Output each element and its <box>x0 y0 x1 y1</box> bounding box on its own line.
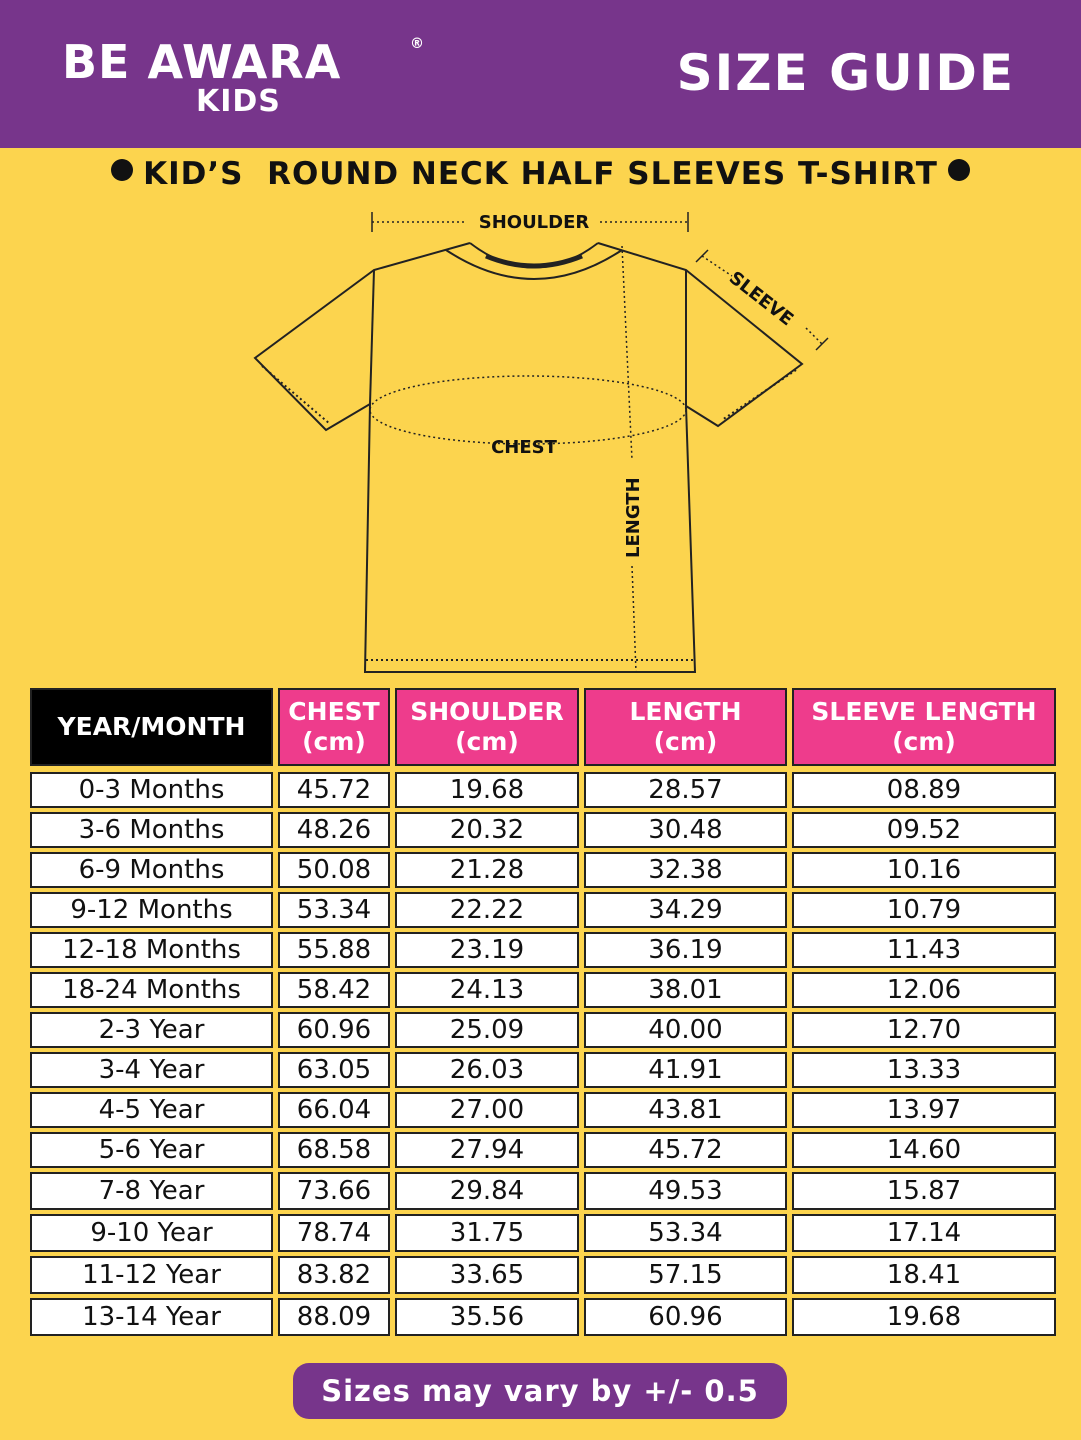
age-cell: 6-9 Months <box>30 852 273 888</box>
age-cell: 0-3 Months <box>30 772 273 808</box>
chest-cell: 78.74 <box>278 1214 390 1252</box>
chest-cell: 73.66 <box>278 1172 390 1210</box>
sleeve-length-cell: 13.97 <box>792 1092 1056 1128</box>
shoulder-cell: 27.94 <box>395 1132 579 1168</box>
length-cell: 41.91 <box>584 1052 787 1088</box>
age-cell: 5-6 Year <box>30 1132 273 1168</box>
length-cell: 45.72 <box>584 1132 787 1168</box>
chest-cell: 83.82 <box>278 1256 390 1294</box>
length-cell: 34.29 <box>584 892 787 928</box>
age-cell: 11-12 Year <box>30 1256 273 1294</box>
chest-cell: 55.88 <box>278 932 390 968</box>
table-row <box>30 972 1056 1008</box>
sleeve-length-cell: 10.79 <box>792 892 1056 928</box>
sleeve-length-cell: 14.60 <box>792 1132 1056 1168</box>
brand-sub: KIDS <box>196 84 281 119</box>
tshirt-diagram <box>0 200 1081 680</box>
shoulder-cell: 26.03 <box>395 1052 579 1088</box>
registered-mark: ® <box>410 36 424 52</box>
length-cell: 30.48 <box>584 812 787 848</box>
chest-cell: 50.08 <box>278 852 390 888</box>
sleeve-length-cell: 10.16 <box>792 852 1056 888</box>
measure-lines <box>370 212 828 672</box>
table-row <box>30 1256 1056 1294</box>
sleeve-length-cell: 15.87 <box>792 1172 1056 1210</box>
chest-cell: 63.05 <box>278 1052 390 1088</box>
shoulder-cell: 22.22 <box>395 892 579 928</box>
length-cell: 28.57 <box>584 772 787 808</box>
age-cell: 12-18 Months <box>30 932 273 968</box>
chest-cell: 88.09 <box>278 1298 390 1336</box>
table-row <box>30 1052 1056 1088</box>
table-row <box>30 1132 1056 1168</box>
shoulder-cell: 27.00 <box>395 1092 579 1128</box>
sleeve-label: SLEEVE <box>724 267 798 331</box>
age-cell: 18-24 Months <box>30 972 273 1008</box>
table-row <box>30 1012 1056 1048</box>
sleeve-length-cell: 17.14 <box>792 1214 1056 1252</box>
chest-cell: 60.96 <box>278 1012 390 1048</box>
length-cell: 36.19 <box>584 932 787 968</box>
shoulder-cell: 23.19 <box>395 932 579 968</box>
column-header-shoulder: SHOULDER (cm) <box>395 688 579 766</box>
shoulder-cell: 25.09 <box>395 1012 579 1048</box>
table-row <box>30 852 1056 888</box>
age-cell: 9-10 Year <box>30 1214 273 1252</box>
chest-cell: 53.34 <box>278 892 390 928</box>
length-cell: 40.00 <box>584 1012 787 1048</box>
column-header-length: LENGTH (cm) <box>584 688 787 766</box>
table-row <box>30 1092 1056 1128</box>
table-row <box>30 1172 1056 1210</box>
age-cell: 9-12 Months <box>30 892 273 928</box>
size-table <box>25 688 1061 1336</box>
shoulder-cell: 24.13 <box>395 972 579 1008</box>
table-row <box>30 1298 1056 1336</box>
chest-cell: 45.72 <box>278 772 390 808</box>
bullet-dot-left <box>111 159 133 181</box>
product-name: KID’S ROUND NECK HALF SLEEVES T-SHIRT <box>143 156 938 192</box>
age-cell: 3-6 Months <box>30 812 273 848</box>
length-cell: 32.38 <box>584 852 787 888</box>
table-row <box>30 812 1056 848</box>
age-cell: 3-4 Year <box>30 1052 273 1088</box>
column-header-sleeve-length: SLEEVE LENGTH (cm) <box>792 688 1056 766</box>
brand-logo: BE AWARA <box>62 35 342 89</box>
header-bar <box>0 0 1081 148</box>
chest-cell: 58.42 <box>278 972 390 1008</box>
age-cell: 7-8 Year <box>30 1172 273 1210</box>
shoulder-label: SHOULDER <box>478 212 590 233</box>
size-variance-note: Sizes may vary by +/- 0.5 <box>293 1363 787 1419</box>
sleeve-length-cell: 08.89 <box>792 772 1056 808</box>
shoulder-cell: 20.32 <box>395 812 579 848</box>
sleeve-length-cell: 11.43 <box>792 932 1056 968</box>
shoulder-cell: 31.75 <box>395 1214 579 1252</box>
table-row <box>30 772 1056 808</box>
bullet-dot-right <box>948 159 970 181</box>
age-cell: 4-5 Year <box>30 1092 273 1128</box>
column-header-chest: CHEST (cm) <box>278 688 390 766</box>
shoulder-cell: 19.68 <box>395 772 579 808</box>
sleeve-length-cell: 13.33 <box>792 1052 1056 1088</box>
length-label: LENGTH <box>623 477 644 558</box>
page-title: SIZE GUIDE <box>676 44 1015 102</box>
age-cell: 2-3 Year <box>30 1012 273 1048</box>
shoulder-cell: 29.84 <box>395 1172 579 1210</box>
sleeve-length-cell: 09.52 <box>792 812 1056 848</box>
sleeve-length-cell: 12.70 <box>792 1012 1056 1048</box>
table-header-row <box>30 688 1056 766</box>
length-cell: 60.96 <box>584 1298 787 1336</box>
shoulder-cell: 21.28 <box>395 852 579 888</box>
sleeve-length-cell: 19.68 <box>792 1298 1056 1336</box>
shoulder-cell: 35.56 <box>395 1298 579 1336</box>
table-row <box>30 932 1056 968</box>
chest-cell: 68.58 <box>278 1132 390 1168</box>
sleeve-length-cell: 18.41 <box>792 1256 1056 1294</box>
chest-cell: 48.26 <box>278 812 390 848</box>
sleeve-length-cell: 12.06 <box>792 972 1056 1008</box>
length-cell: 57.15 <box>584 1256 787 1294</box>
chest-label: CHEST <box>491 437 557 458</box>
table-row <box>30 892 1056 928</box>
table-body <box>30 766 1056 1336</box>
shoulder-cell: 33.65 <box>395 1256 579 1294</box>
table-row <box>30 1214 1056 1252</box>
length-cell: 49.53 <box>584 1172 787 1210</box>
length-cell: 38.01 <box>584 972 787 1008</box>
column-header-year-month: YEAR/MONTH <box>30 688 273 766</box>
chest-cell: 66.04 <box>278 1092 390 1128</box>
length-cell: 53.34 <box>584 1214 787 1252</box>
product-subtitle <box>0 156 1081 192</box>
length-cell: 43.81 <box>584 1092 787 1128</box>
age-cell: 13-14 Year <box>30 1298 273 1336</box>
